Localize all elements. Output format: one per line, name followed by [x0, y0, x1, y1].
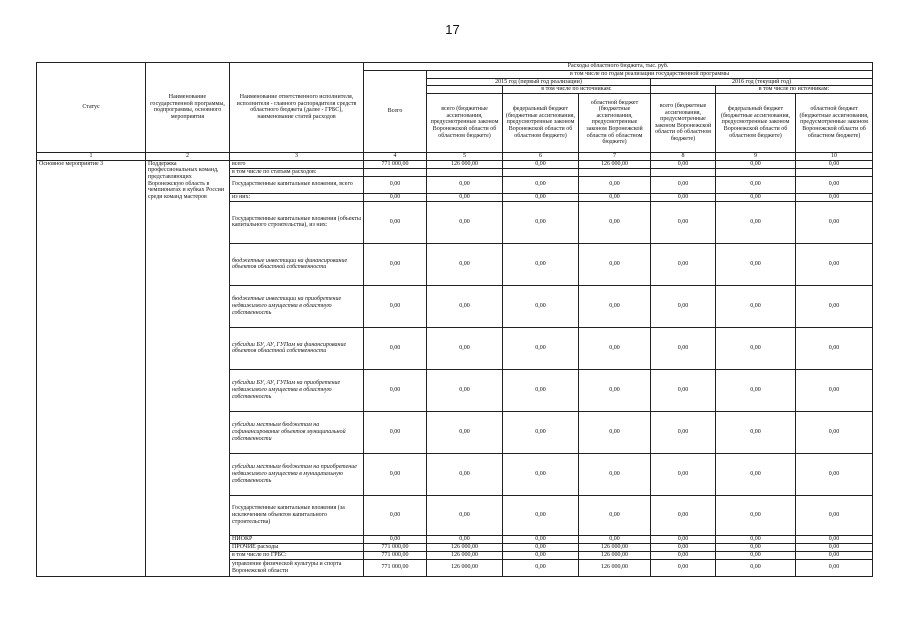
budget-table — [36, 62, 873, 577]
value-2016-regional: 0,00 — [796, 327, 873, 369]
value-2015-all: 0,00 — [427, 535, 503, 543]
header-grbs-name: Наименование ответственного исполнителя, исполнителя - главного распорядителя средств областного бюджета (далее - ГРБС), наименование статей расходов — [230, 63, 364, 153]
value-2016-regional: 0,00 — [796, 243, 873, 285]
value-2016-all: 0,00 — [651, 327, 716, 369]
header-col-8: всего (бюджетные ассигнования, предусмотренные законом Воронежской области об областном бюджете) — [651, 93, 716, 152]
row-label: в том числе по статьям расходов: — [230, 168, 364, 176]
row-label: управление физической культуры и спорта Воронежской области — [230, 559, 364, 576]
value-2015-federal — [503, 168, 579, 176]
value-2016-federal: 0,00 — [716, 543, 796, 551]
status-cell: Основное мероприятие 3 — [37, 160, 146, 576]
value-2015-federal: 0,00 — [503, 559, 579, 576]
value-2015-all: 0,00 — [427, 327, 503, 369]
value-2015-federal: 0,00 — [503, 543, 579, 551]
value-2015-all: 0,00 — [427, 193, 503, 201]
value-2015-regional: 126 000,00 — [579, 559, 651, 576]
column-number: 9 — [716, 152, 796, 160]
header-by-years: в том числе по годам реализации государственной программы — [427, 71, 873, 79]
value-2015-regional — [579, 168, 651, 176]
value-2016-regional — [796, 168, 873, 176]
value-2016-all: 0,00 — [651, 543, 716, 551]
value-total: 0,00 — [364, 327, 427, 369]
value-total: 0,00 — [364, 411, 427, 453]
value-2015-all: 126 000,00 — [427, 551, 503, 559]
value-2015-all: 0,00 — [427, 453, 503, 495]
column-number-row — [37, 152, 873, 160]
page-number: 17 — [445, 22, 460, 37]
value-total: 0,00 — [364, 495, 427, 535]
value-2016-federal: 0,00 — [716, 453, 796, 495]
value-2015-federal: 0,00 — [503, 176, 579, 193]
row-label: НИОКР — [230, 535, 364, 543]
column-number: 5 — [427, 152, 503, 160]
header-col-6: федеральный бюджет (бюджетные ассигнования, предусмотренные законом Воронежской области об областном бюджете) — [503, 93, 579, 152]
value-2015-federal: 0,00 — [503, 327, 579, 369]
value-total: 0,00 — [364, 453, 427, 495]
row-label: в том числе по ГРБС: — [230, 551, 364, 559]
value-total: 0,00 — [364, 535, 427, 543]
value-2016-federal: 0,00 — [716, 285, 796, 327]
row-label: Государственные капитальные вложения (объекты капитального строительства), из них: — [230, 201, 364, 243]
value-2016-regional: 0,00 — [796, 160, 873, 168]
value-2016-all: 0,00 — [651, 369, 716, 411]
value-total: 0,00 — [364, 369, 427, 411]
row-label: всего — [230, 160, 364, 168]
value-2015-all: 0,00 — [427, 495, 503, 535]
value-2015-regional: 0,00 — [579, 285, 651, 327]
value-2015-all: 0,00 — [427, 201, 503, 243]
value-2015-all: 126 000,00 — [427, 160, 503, 168]
value-2016-federal: 0,00 — [716, 327, 796, 369]
value-2016-regional: 0,00 — [796, 369, 873, 411]
header-total: Всего — [364, 71, 427, 153]
value-2016-regional: 0,00 — [796, 176, 873, 193]
row-label: субсидии местным бюджетам на софинансирование объектов муниципальной собственности — [230, 411, 364, 453]
header-program-name: Наименование государственной программы, подпрограммы, основного мероприятия — [146, 63, 230, 153]
header-col-5: всего (бюджетные ассигнования, предусмотренные законом Воронежской области об областном бюджете) — [427, 93, 503, 152]
row-label: субсидии местным бюджетам на приобретение недвижимого имущества в муниципальную собственность — [230, 453, 364, 495]
value-2016-federal: 0,00 — [716, 160, 796, 168]
column-number: 1 — [37, 152, 146, 160]
row-label: бюджетные инвестиции на приобретение недвижимого имущества в областную собственность — [230, 285, 364, 327]
value-2015-federal: 0,00 — [503, 535, 579, 543]
value-2015-regional: 0,00 — [579, 327, 651, 369]
value-total: 0,00 — [364, 193, 427, 201]
value-total: 0,00 — [364, 176, 427, 193]
value-2015-all: 0,00 — [427, 176, 503, 193]
value-2016-regional: 0,00 — [796, 551, 873, 559]
value-2015-regional: 0,00 — [579, 369, 651, 411]
value-2015-regional: 0,00 — [579, 193, 651, 201]
header-col-10: областной бюджет (бюджетные ассигнования, предусмотренные законом Воронежской области об областном бюджете) — [796, 93, 873, 152]
value-2015-regional: 0,00 — [579, 453, 651, 495]
value-2015-federal: 0,00 — [503, 193, 579, 201]
value-2015-regional: 0,00 — [579, 495, 651, 535]
column-number: 2 — [146, 152, 230, 160]
value-2015-regional: 0,00 — [579, 243, 651, 285]
value-total — [364, 168, 427, 176]
value-2016-federal: 0,00 — [716, 193, 796, 201]
header-2015-by-sources: в том числе по источникам: — [503, 86, 651, 94]
value-2015-regional: 126 000,00 — [579, 551, 651, 559]
value-2015-all: 0,00 — [427, 411, 503, 453]
value-2015-all: 126 000,00 — [427, 543, 503, 551]
value-2015-federal: 0,00 — [503, 551, 579, 559]
value-2015-regional: 126 000,00 — [579, 543, 651, 551]
header-2016-by-sources: в том числе по источникам: — [716, 86, 873, 94]
value-2016-all: 0,00 — [651, 559, 716, 576]
header-col-7: областной бюджет (бюджетные ассигнования, предусмотренные законом Воронежской области об областном бюджете) — [579, 93, 651, 152]
value-2015-federal: 0,00 — [503, 369, 579, 411]
value-total: 771 000,00 — [364, 559, 427, 576]
value-2016-regional: 0,00 — [796, 193, 873, 201]
row-label: Государственные капитальные вложения (за исключением объектов капитального строительства) — [230, 495, 364, 535]
value-2015-federal: 0,00 — [503, 453, 579, 495]
header-year-2016: 2016 год (текущий год) — [651, 78, 873, 86]
value-total: 771 000,00 — [364, 160, 427, 168]
value-2016-federal: 0,00 — [716, 411, 796, 453]
header-expenses: Расходы областного бюджета, тыс. руб. — [364, 63, 873, 71]
header-col-9: федеральный бюджет (бюджетные ассигнования, предусмотренные законом Воронежской области об областном бюджете) — [716, 93, 796, 152]
value-2016-federal: 0,00 — [716, 495, 796, 535]
header-status: Статус — [37, 63, 146, 153]
value-2015-federal: 0,00 — [503, 160, 579, 168]
program-cell: Поддержка профессиональных команд, представляющих Воронежскую область в чемпионатах и кубках России среди команд мастеров — [146, 160, 230, 576]
value-2015-federal: 0,00 — [503, 201, 579, 243]
column-number: 10 — [796, 152, 873, 160]
row-label: бюджетные инвестиции на финансирование объектов областной собственности — [230, 243, 364, 285]
value-2015-regional: 0,00 — [579, 201, 651, 243]
value-2016-federal — [716, 168, 796, 176]
value-total: 771 000,00 — [364, 543, 427, 551]
value-2016-all: 0,00 — [651, 551, 716, 559]
value-2016-federal: 0,00 — [716, 535, 796, 543]
value-2016-all: 0,00 — [651, 160, 716, 168]
value-2016-federal: 0,00 — [716, 551, 796, 559]
value-2016-all: 0,00 — [651, 243, 716, 285]
row-label: ПРОЧИЕ расходы — [230, 543, 364, 551]
value-2016-all: 0,00 — [651, 453, 716, 495]
column-number: 4 — [364, 152, 427, 160]
value-total: 0,00 — [364, 285, 427, 327]
header-year-2015: 2015 год (первый год реализации) — [427, 78, 651, 86]
value-2016-all: 0,00 — [651, 176, 716, 193]
value-2015-regional: 0,00 — [579, 176, 651, 193]
value-total: 0,00 — [364, 201, 427, 243]
column-number: 7 — [579, 152, 651, 160]
value-2016-regional: 0,00 — [796, 543, 873, 551]
value-2016-federal: 0,00 — [716, 201, 796, 243]
value-2016-regional: 0,00 — [796, 411, 873, 453]
value-2016-regional: 0,00 — [796, 201, 873, 243]
value-2015-regional: 0,00 — [579, 411, 651, 453]
value-2016-all: 0,00 — [651, 201, 716, 243]
value-2016-all: 0,00 — [651, 411, 716, 453]
value-total: 771 000,00 — [364, 551, 427, 559]
value-2015-all: 0,00 — [427, 285, 503, 327]
value-2016-all: 0,00 — [651, 193, 716, 201]
value-2015-all — [427, 168, 503, 176]
column-number: 6 — [503, 152, 579, 160]
value-2016-all — [651, 168, 716, 176]
row-label: субсидии БУ, АУ, ГУПам на финансирование объектов областной собственности — [230, 327, 364, 369]
value-2015-all: 126 000,00 — [427, 559, 503, 576]
value-2016-regional: 0,00 — [796, 285, 873, 327]
value-2016-regional: 0,00 — [796, 535, 873, 543]
row-label: из них: — [230, 193, 364, 201]
value-2016-all: 0,00 — [651, 285, 716, 327]
row-label: Государственные капитальные вложения, всего — [230, 176, 364, 193]
value-2016-federal: 0,00 — [716, 369, 796, 411]
value-2016-all: 0,00 — [651, 535, 716, 543]
value-2015-all: 0,00 — [427, 243, 503, 285]
table-row — [37, 160, 873, 168]
value-2015-federal: 0,00 — [503, 285, 579, 327]
value-2016-all: 0,00 — [651, 495, 716, 535]
row-label: субсидии БУ, АУ, ГУПам на приобретение недвижимого имущества в областную собственность — [230, 369, 364, 411]
value-2016-regional: 0,00 — [796, 495, 873, 535]
value-2015-regional: 126 000,00 — [579, 160, 651, 168]
value-2015-federal: 0,00 — [503, 243, 579, 285]
column-number: 3 — [230, 152, 364, 160]
value-2016-federal: 0,00 — [716, 176, 796, 193]
value-total: 0,00 — [364, 243, 427, 285]
value-2015-all: 0,00 — [427, 369, 503, 411]
value-2016-regional: 0,00 — [796, 559, 873, 576]
value-2015-regional: 0,00 — [579, 535, 651, 543]
value-2016-regional: 0,00 — [796, 453, 873, 495]
value-2016-federal: 0,00 — [716, 243, 796, 285]
value-2015-federal: 0,00 — [503, 495, 579, 535]
value-2015-federal: 0,00 — [503, 411, 579, 453]
column-number: 8 — [651, 152, 716, 160]
value-2016-federal: 0,00 — [716, 559, 796, 576]
